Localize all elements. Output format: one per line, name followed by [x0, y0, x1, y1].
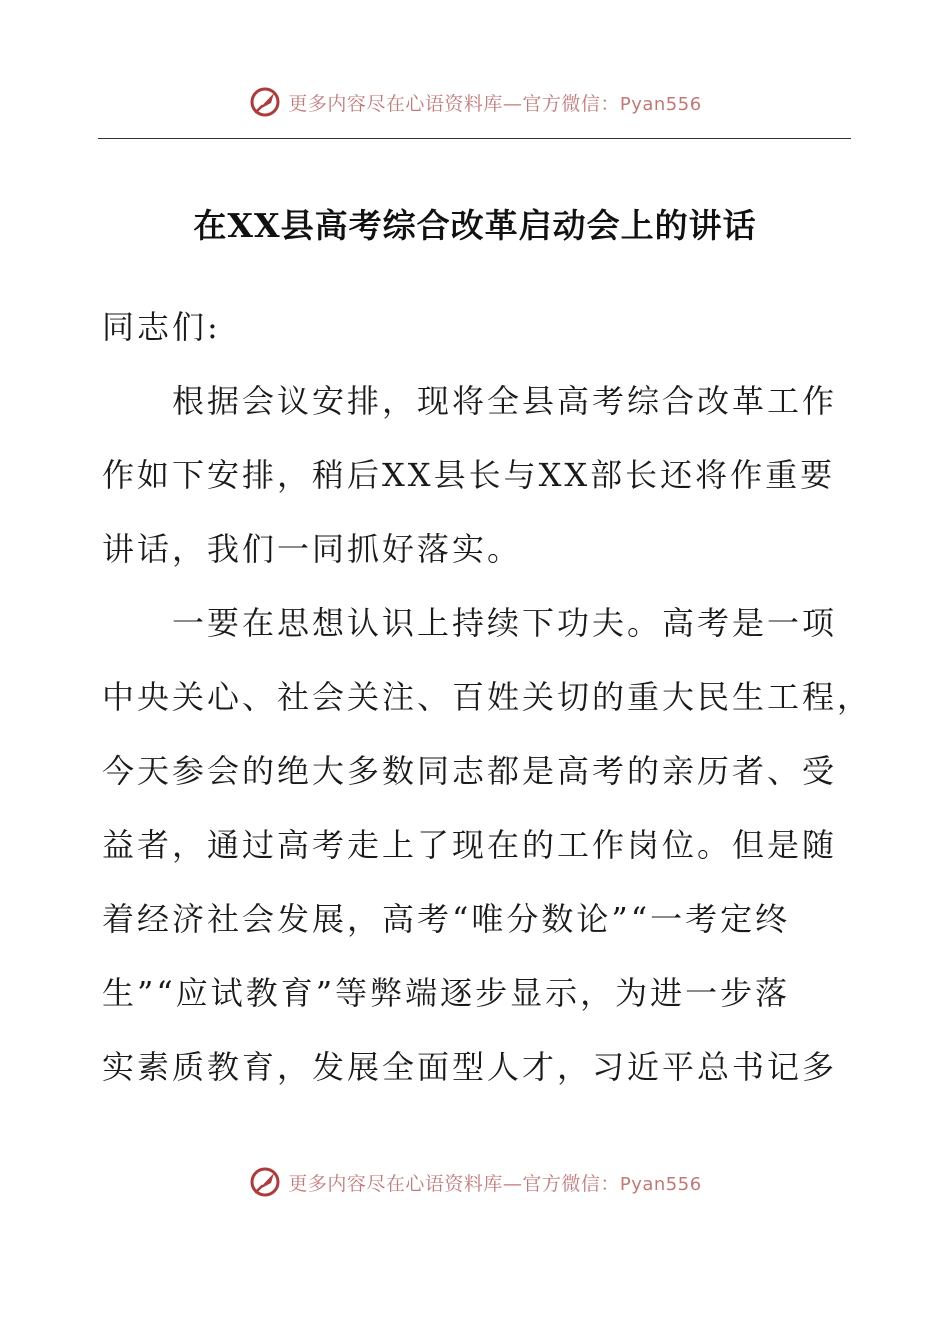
body-line: 作如下安排，稍后XX县长与XX部长还将作重要 [102, 456, 836, 494]
watermark-text [288, 1169, 701, 1196]
body-line: 实素质教育，发展全面型人才，习近平总书记多 [102, 1048, 838, 1086]
document-body [102, 290, 873, 1104]
watermark-banner-top [0, 82, 950, 122]
watermark-label: 更多内容尽在心语资料库—官方微信： [288, 92, 620, 115]
body-line: 根据会议安排，现将全县高考综合改革工作 [102, 382, 838, 420]
quill-logo-icon [248, 1165, 282, 1199]
watermark-id: Pyan556 [619, 1173, 702, 1195]
body-line: 中央关心、社会关注、百姓关切的重大民生工程， [102, 678, 873, 716]
body-line: 着经济社会发展，高考“唯分数论”“一考定终 [102, 900, 791, 938]
quill-logo-icon [248, 85, 282, 119]
body-line: 益者，通过高考走上了现在的工作岗位。但是随 [102, 826, 838, 864]
watermark-label: 更多内容尽在心语资料库—官方微信： [288, 1172, 620, 1195]
body-line: 今天参会的绝大多数同志都是高考的亲历者、受 [102, 752, 838, 790]
watermark-banner-bottom [0, 1162, 950, 1202]
body-line: 生”“应试教育”等弊端逐步显示，为进一步落 [102, 974, 791, 1012]
body-line: 一要在思想认识上持续下功夫。高考是一项 [102, 604, 838, 642]
header-divider [98, 138, 851, 139]
watermark-id: Pyan556 [619, 93, 702, 115]
watermark-text [288, 89, 701, 116]
body-line: 同志们: [102, 308, 221, 346]
body-line: 讲话，我们一同抓好落实。 [102, 530, 523, 568]
document-title: 在XX县高考综合改革启动会上的讲话 [193, 206, 757, 245]
